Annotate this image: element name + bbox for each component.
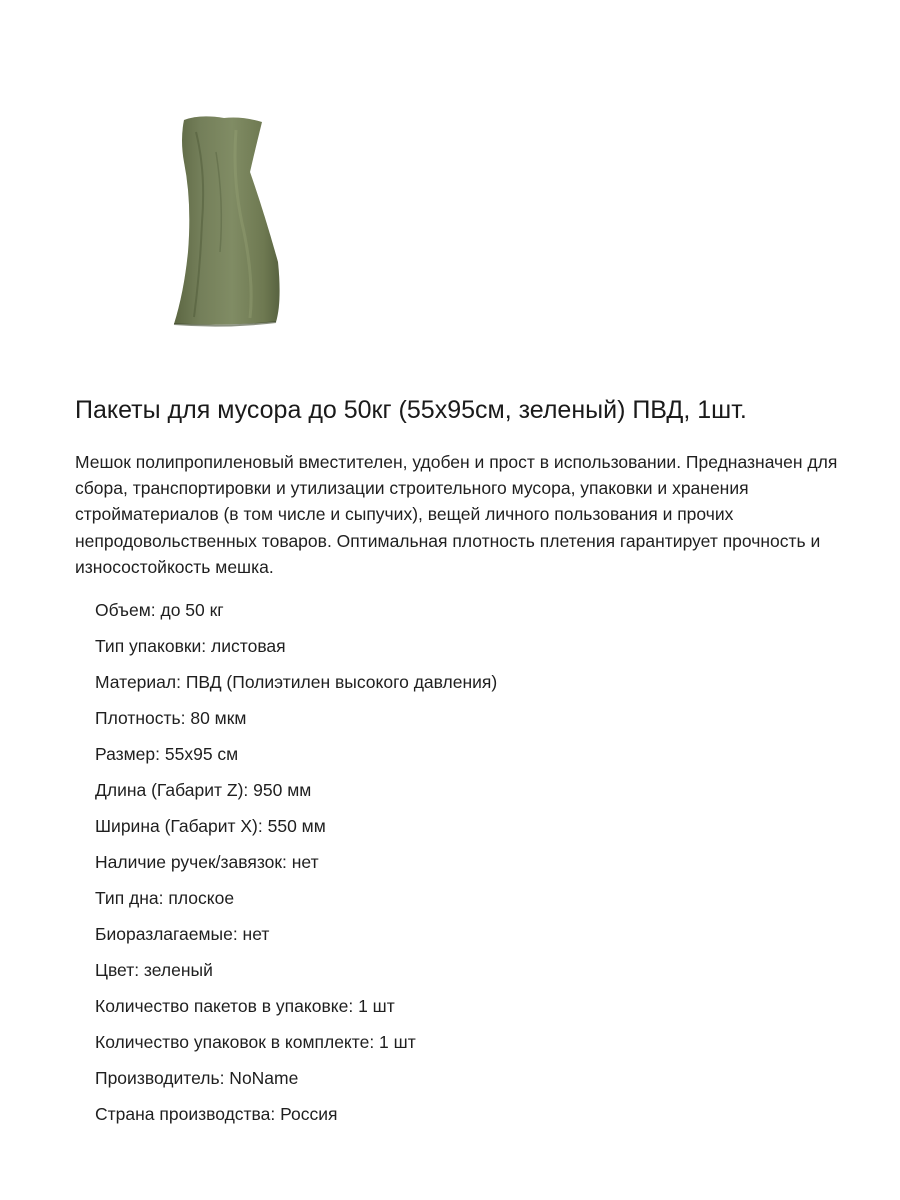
spec-item-packs-per-set: Количество упаковок в комплекте: 1 шт (95, 1032, 416, 1052)
spec-item-material: Материал: ПВД (Полиэтилен высокого давления) (95, 672, 498, 692)
spec-item-bags-per-pack: Количество пакетов в упаковке: 1 шт (95, 996, 395, 1016)
spec-item-volume: Объем: до 50 кг (95, 600, 224, 620)
product-description: Мешок полипропиленовый вместителен, удобен и прост в использовании. Предназначен для сбора, транспортировки и утилизации строительного мусора, упаковки и хранения стройматериалов (в том числе и сыпучих), вещей личного пользования и прочих непродовольственных товаров. Оптимальная плотность плетения гарантирует прочность и износостойкость мешка. (75, 452, 838, 577)
spec-item-country: Страна производства: Россия (95, 1104, 338, 1124)
spec-item-size: Размер: 55х95 см (95, 744, 239, 764)
spec-item-density: Плотность: 80 мкм (95, 708, 247, 728)
spec-item-manufacturer: Производитель: NoName (95, 1068, 299, 1088)
spec-item-length: Длина (Габарит Z): 950 мм (95, 780, 312, 800)
specs-list (95, 592, 497, 1132)
spec-item-packaging-type: Тип упаковки: листовая (95, 636, 286, 656)
spec-item-color: Цвет: зеленый (95, 960, 213, 980)
spec-item-width: Ширина (Габарит X): 550 мм (95, 816, 326, 836)
product-image (166, 112, 286, 334)
spec-item-bottom-type: Тип дна: плоское (95, 888, 235, 908)
spec-item-handles: Наличие ручек/завязок: нет (95, 852, 319, 872)
product-title: Пакеты для мусора до 50кг (55х95см, зеленый) ПВД, 1шт. (75, 396, 747, 424)
spec-item-biodegradable: Биоразлагаемые: нет (95, 924, 270, 944)
